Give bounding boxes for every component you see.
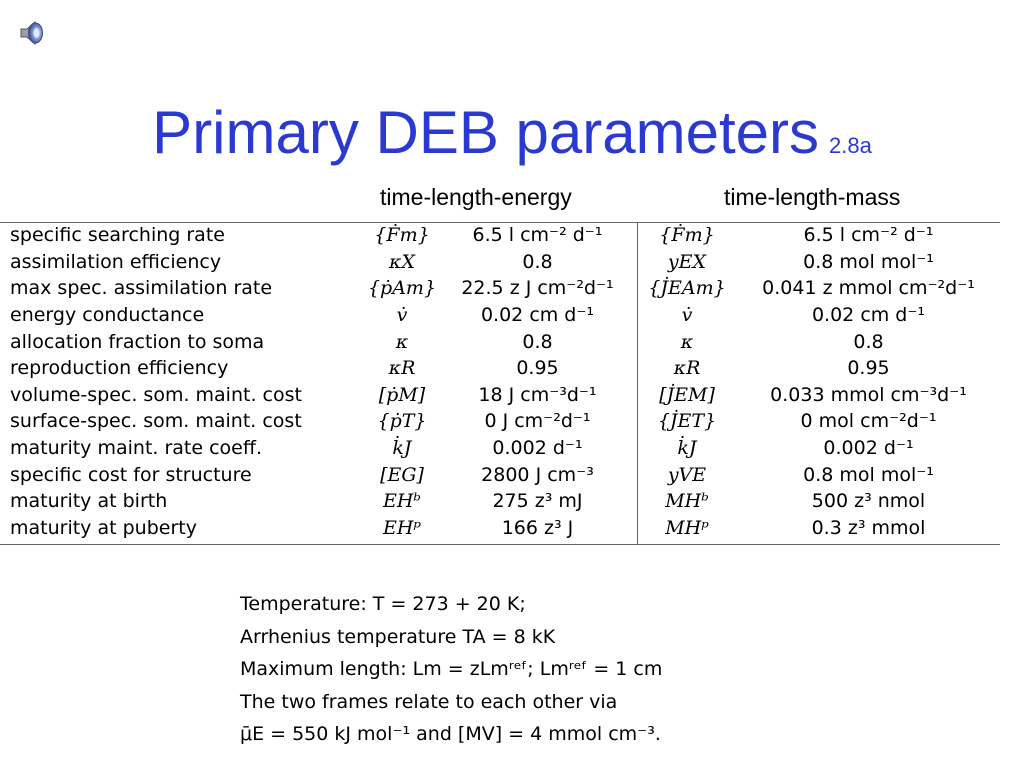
param-value-mass: 0 mol cm⁻²d⁻¹ xyxy=(800,410,937,433)
param-value-mass: 0.95 xyxy=(847,357,890,380)
param-name: specific cost for structure xyxy=(10,463,252,486)
param-symbol-energy: [EG] xyxy=(380,463,424,486)
param-value-mass: 0.8 xyxy=(853,330,884,353)
param-value-energy: 275 z³ mJ xyxy=(492,490,583,513)
param-value-energy: 0 J cm⁻²d⁻¹ xyxy=(484,410,591,433)
table-row xyxy=(0,275,1000,302)
param-symbol-mass: {J̇EAm} xyxy=(648,277,726,300)
param-value-energy: 0.02 cm d⁻¹ xyxy=(480,304,595,327)
param-value-energy: 18 J cm⁻³d⁻¹ xyxy=(478,383,597,406)
param-symbol-energy: v̇ xyxy=(396,304,408,327)
param-value-energy: 166 z³ J xyxy=(501,516,574,539)
param-symbol-energy: EHᵖ xyxy=(382,516,422,539)
slide-title xyxy=(0,98,1024,181)
param-value-mass: 0.002 d⁻¹ xyxy=(823,437,914,460)
param-value-mass: 0.8 mol mol⁻¹ xyxy=(803,463,934,486)
param-symbol-mass: v̇ xyxy=(681,304,693,327)
param-value-energy: 0.002 d⁻¹ xyxy=(492,437,583,460)
param-symbol-mass: κR xyxy=(673,357,701,380)
frame-header-energy: time-length-energy xyxy=(380,184,572,210)
table-row xyxy=(0,355,1000,382)
param-value-energy: 0.8 xyxy=(522,250,553,273)
param-value-energy: 0.8 xyxy=(522,330,553,353)
table-row xyxy=(0,488,1000,515)
param-symbol-mass: κ xyxy=(680,330,694,353)
table-row xyxy=(0,328,1000,355)
table-row xyxy=(0,435,1000,462)
param-name: maturity at birth xyxy=(10,490,168,513)
param-name: maturity at puberty xyxy=(10,516,197,539)
note-line: μ̄E = 550 kJ mol⁻¹ and [MV] = 4 mmol cm⁻³. xyxy=(240,723,661,745)
table-row xyxy=(0,249,1000,276)
param-name: max spec. assimilation rate xyxy=(10,277,273,300)
frame-header-mass: time-length-mass xyxy=(724,184,901,210)
note-line: The two frames relate to each other via xyxy=(240,690,618,713)
param-symbol-energy: {ṗAm} xyxy=(367,277,437,300)
param-symbol-energy: k̇J xyxy=(392,437,412,460)
param-value-mass: 500 z³ nmol xyxy=(811,490,926,513)
param-symbol-energy: {ṗT} xyxy=(377,410,427,433)
param-value-mass: 0.041 z mmol cm⁻²d⁻¹ xyxy=(762,277,975,300)
table-row xyxy=(0,302,1000,329)
param-name: assimilation efficiency xyxy=(10,250,222,273)
param-symbol-mass: {J̇ET} xyxy=(657,410,717,433)
param-name: energy conductance xyxy=(10,304,205,327)
param-symbol-mass: yVE xyxy=(667,463,707,486)
speaker-icon[interactable] xyxy=(16,17,48,49)
param-symbol-mass: MHᵇ xyxy=(665,490,709,513)
note-line: Arrhenius temperature TA = 8 kK xyxy=(240,625,556,648)
param-value-energy: 2800 J cm⁻³ xyxy=(481,463,594,486)
param-name: reproduction efficiency xyxy=(10,357,229,380)
param-symbol-energy: {Ḟm} xyxy=(374,224,430,247)
table-row xyxy=(0,461,1000,488)
param-symbol-mass: MHᵖ xyxy=(665,516,709,539)
param-value-mass: 0.3 z³ mmol xyxy=(811,516,926,539)
param-value-mass: 0.02 cm d⁻¹ xyxy=(811,304,926,327)
param-value-mass: 0.033 mmol cm⁻³d⁻¹ xyxy=(770,383,967,406)
param-name: surface-spec. som. maint. cost xyxy=(10,410,302,433)
param-symbol-energy: κX xyxy=(389,250,415,273)
param-value-mass: 6.5 l cm⁻² d⁻¹ xyxy=(803,224,934,247)
param-symbol-mass: k̇J xyxy=(677,437,697,460)
param-symbol-energy: EHᵇ xyxy=(382,490,422,513)
table-bottom-rule xyxy=(0,544,1000,545)
note-line: Temperature: T = 273 + 20 K; xyxy=(240,593,526,615)
notes-block xyxy=(240,588,662,751)
param-symbol-mass: yEX xyxy=(667,250,707,273)
section-number: 2.8a xyxy=(829,133,872,158)
param-value-energy: 0.95 xyxy=(516,357,559,380)
param-name: specific searching rate xyxy=(10,224,225,247)
param-symbol-energy: κR xyxy=(388,357,416,380)
param-value-mass: 0.8 mol mol⁻¹ xyxy=(803,250,934,273)
param-symbol-mass: [J̇EM] xyxy=(659,383,715,406)
table-row xyxy=(0,515,1000,542)
table-row xyxy=(0,408,1000,435)
table-row xyxy=(0,382,1000,409)
param-name: allocation fraction to soma xyxy=(10,330,265,353)
param-symbol-mass: {Ḟm} xyxy=(659,224,715,247)
param-value-energy: 22.5 z J cm⁻²d⁻¹ xyxy=(461,277,614,300)
title-text: Primary DEB parameters xyxy=(152,99,819,166)
param-symbol-energy: [ṗM] xyxy=(378,383,426,406)
param-symbol-energy: κ xyxy=(395,330,409,353)
param-name: volume-spec. som. maint. cost xyxy=(10,383,302,406)
parameter-table-grid xyxy=(0,222,1000,541)
param-name: maturity maint. rate coeff. xyxy=(10,437,262,460)
table-row xyxy=(0,222,1000,249)
note-line: Maximum length: Lm = zLmʳᵉᶠ; Lmʳᵉᶠ = 1 cm xyxy=(240,658,663,680)
param-value-energy: 6.5 l cm⁻² d⁻¹ xyxy=(472,224,603,247)
